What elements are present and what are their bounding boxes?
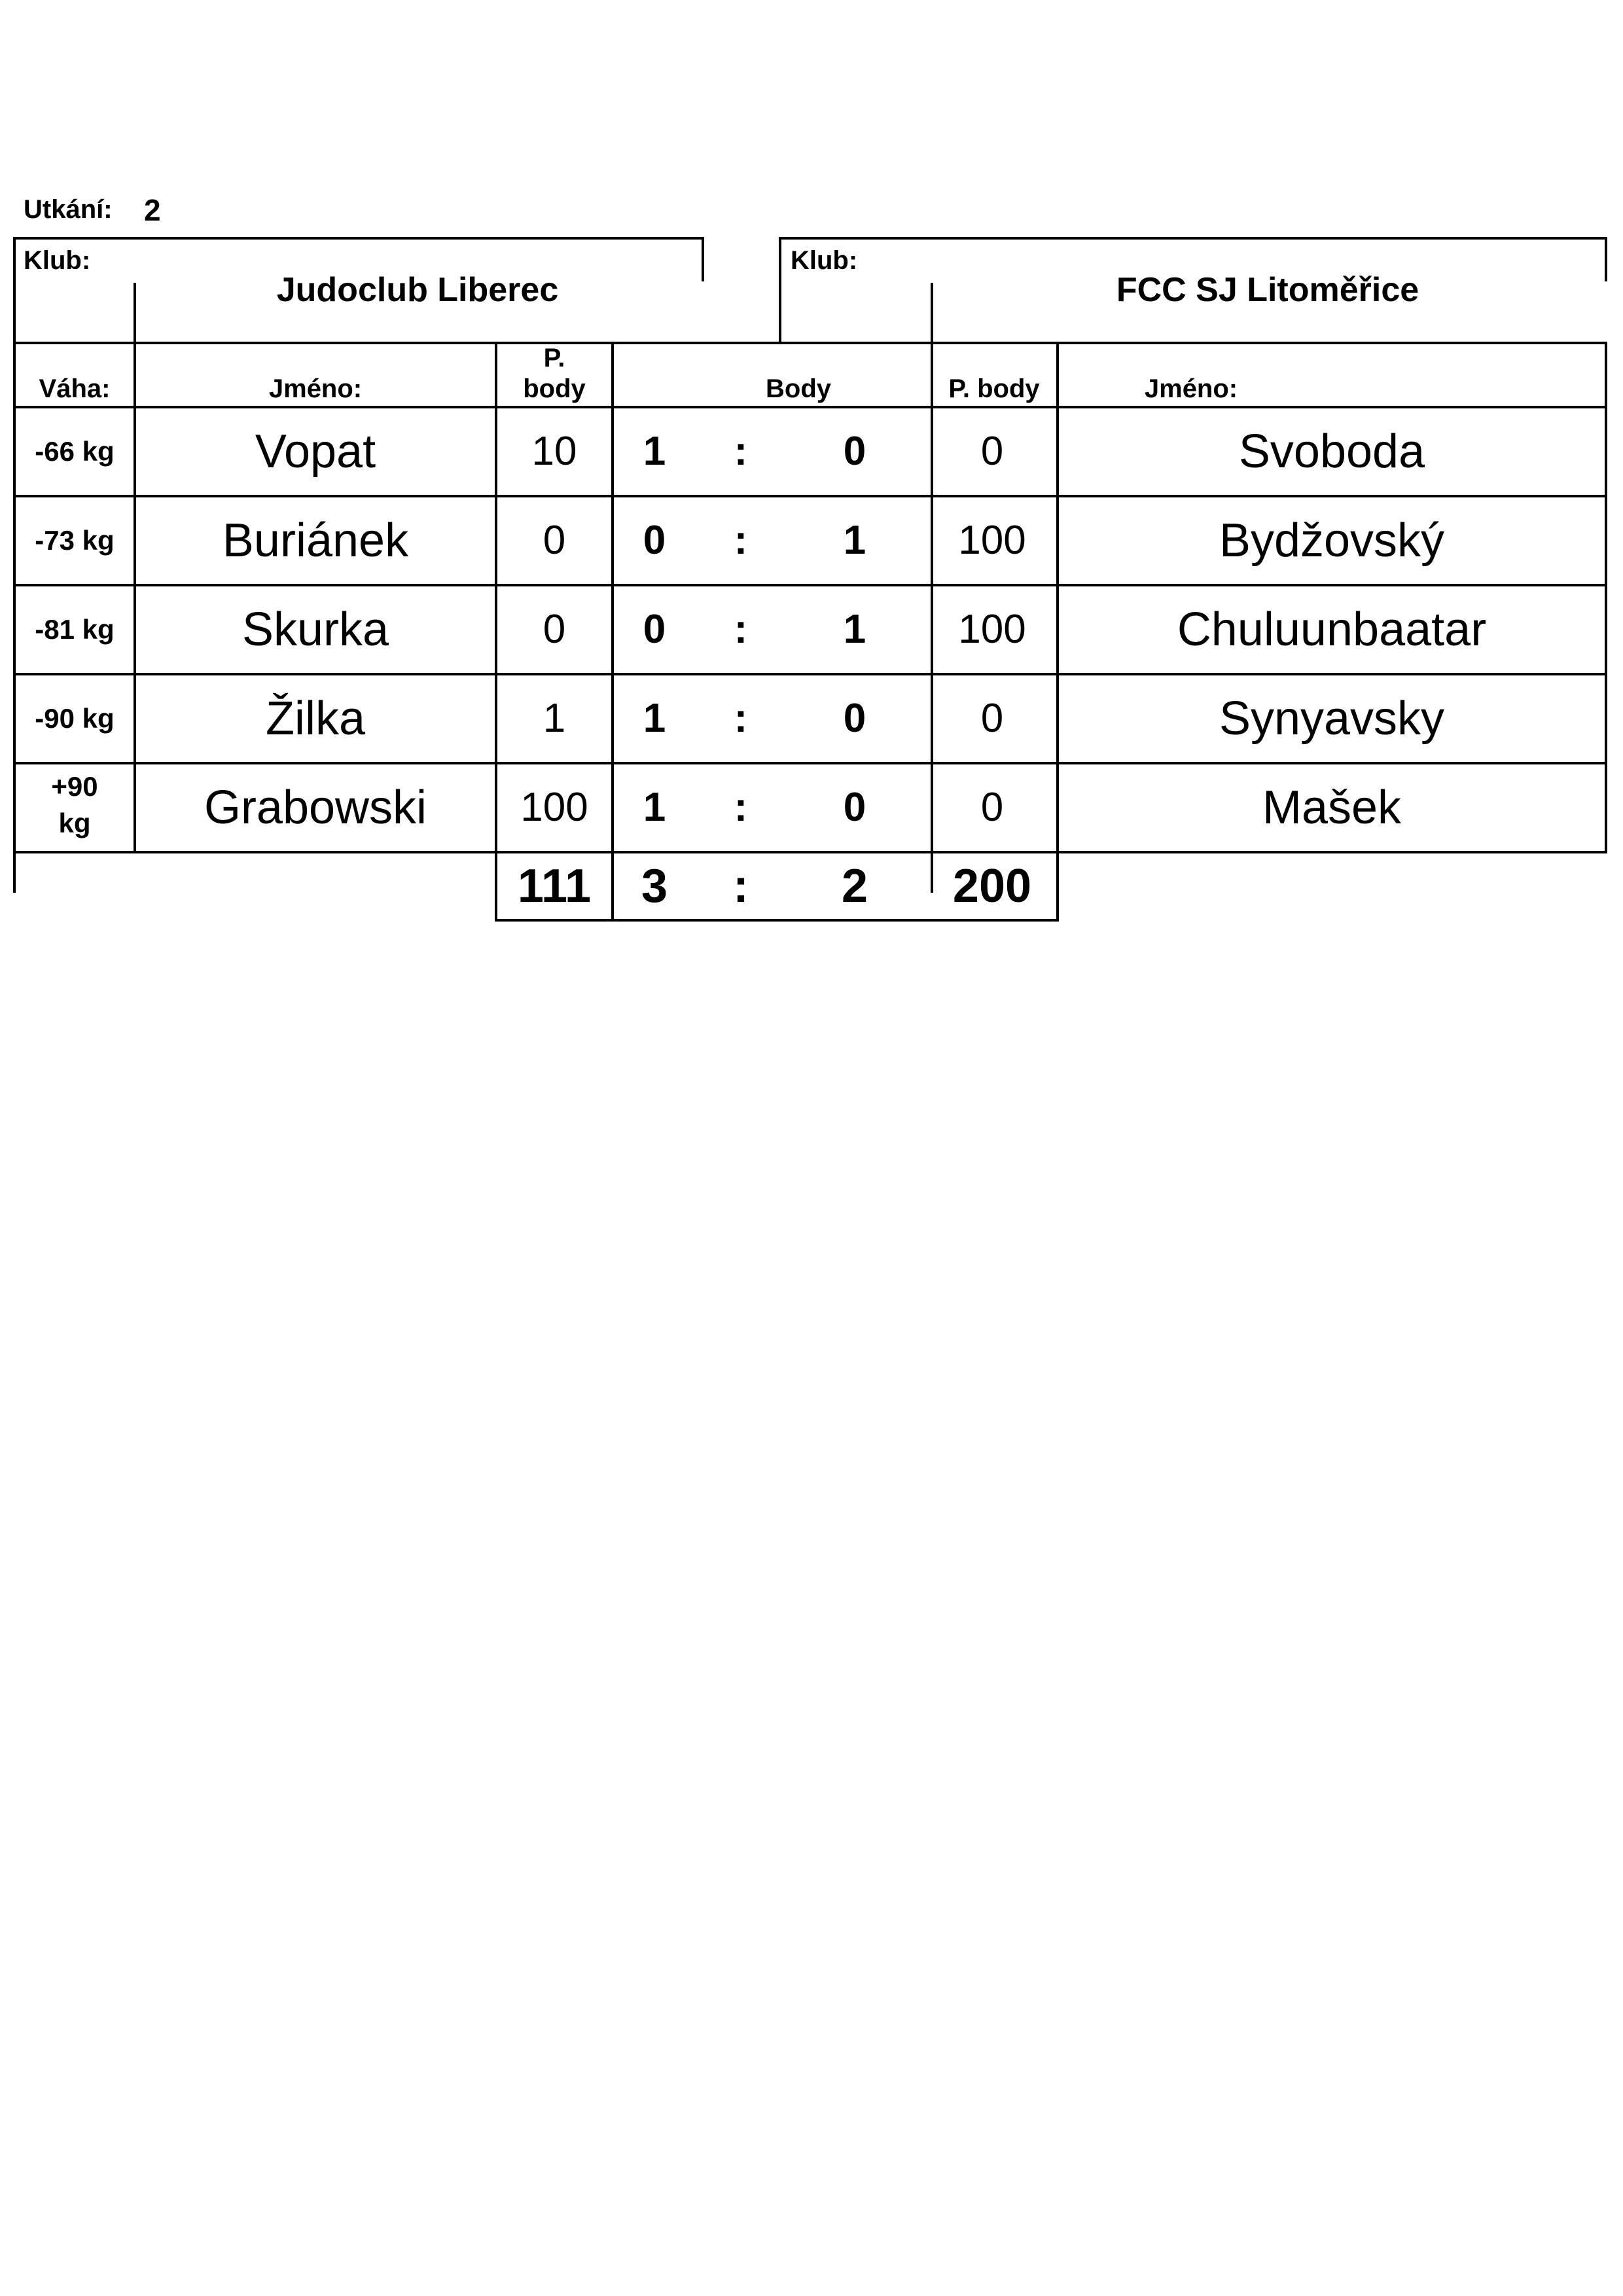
away-fighter-name: Svoboda bbox=[1238, 425, 1425, 478]
away-pbody: 0 bbox=[980, 429, 1004, 475]
home-club-name: Judoclub Liberec bbox=[276, 270, 559, 309]
away-club-name: FCC SJ Litoměřice bbox=[1116, 270, 1419, 309]
weight-class: -81 kg bbox=[35, 614, 115, 645]
score-separator: : bbox=[734, 429, 748, 475]
away-score: 1 bbox=[843, 607, 866, 653]
away-fighter-name: Bydžovský bbox=[1219, 514, 1445, 567]
home-fighter-name: Grabowski bbox=[204, 781, 427, 834]
home-club-label: Klub: bbox=[24, 246, 91, 275]
header-score: Body bbox=[766, 374, 831, 403]
match-label: Utkání: bbox=[24, 195, 113, 224]
weight-class: -66 kg bbox=[35, 436, 115, 467]
total-home-pbody: 111 bbox=[517, 859, 592, 912]
away-score: 0 bbox=[843, 785, 866, 831]
score-separator: : bbox=[734, 607, 748, 653]
away-club-label: Klub: bbox=[791, 246, 858, 275]
total-separator: : bbox=[733, 859, 749, 912]
home-fighter-name: Skurka bbox=[241, 603, 389, 656]
away-fighter-name: Synyavsky bbox=[1219, 692, 1445, 745]
away-fighter-name: Chuluunbaatar bbox=[1177, 603, 1487, 656]
total-away-score: 2 bbox=[841, 859, 868, 912]
header-home-pbody-line2: body bbox=[523, 374, 586, 403]
total-away-pbody: 200 bbox=[952, 859, 1032, 912]
total-home-score: 3 bbox=[641, 859, 668, 912]
home-score: 0 bbox=[643, 518, 666, 564]
away-pbody: 100 bbox=[958, 518, 1026, 564]
weight-class-line2: kg bbox=[58, 808, 91, 839]
home-score: 1 bbox=[643, 696, 666, 742]
header-home-pbody-line1: P. bbox=[543, 343, 565, 372]
score-separator: : bbox=[734, 785, 748, 831]
away-pbody: 0 bbox=[980, 785, 1004, 831]
match-number: 2 bbox=[144, 193, 161, 227]
score-separator: : bbox=[734, 518, 748, 564]
home-pbody: 100 bbox=[520, 785, 588, 831]
header-away-name: Jméno: bbox=[1144, 374, 1238, 403]
score-separator: : bbox=[734, 696, 748, 742]
header-home-name: Jméno: bbox=[268, 374, 363, 403]
weight-class-line1: +90 bbox=[51, 771, 98, 802]
home-fighter-name: Buriánek bbox=[222, 514, 409, 567]
away-pbody: 100 bbox=[958, 607, 1026, 653]
home-pbody: 0 bbox=[543, 607, 566, 653]
weight-class: -90 kg bbox=[35, 703, 115, 734]
away-score: 0 bbox=[843, 696, 866, 742]
home-score: 1 bbox=[643, 785, 666, 831]
home-pbody: 10 bbox=[531, 429, 577, 475]
home-fighter-name: Žilka bbox=[265, 692, 365, 745]
home-pbody: 0 bbox=[543, 518, 566, 564]
home-fighter-name: Vopat bbox=[255, 425, 376, 478]
away-pbody: 0 bbox=[980, 696, 1004, 742]
away-score: 1 bbox=[843, 518, 866, 564]
away-fighter-name: Mašek bbox=[1262, 781, 1402, 834]
home-score: 1 bbox=[643, 429, 666, 475]
away-score: 0 bbox=[843, 429, 866, 475]
home-score: 0 bbox=[643, 607, 666, 653]
weight-class: -73 kg bbox=[35, 525, 115, 556]
home-pbody: 1 bbox=[543, 696, 566, 742]
header-away-pbody: P. body bbox=[948, 374, 1040, 403]
header-weight: Váha: bbox=[39, 374, 111, 403]
